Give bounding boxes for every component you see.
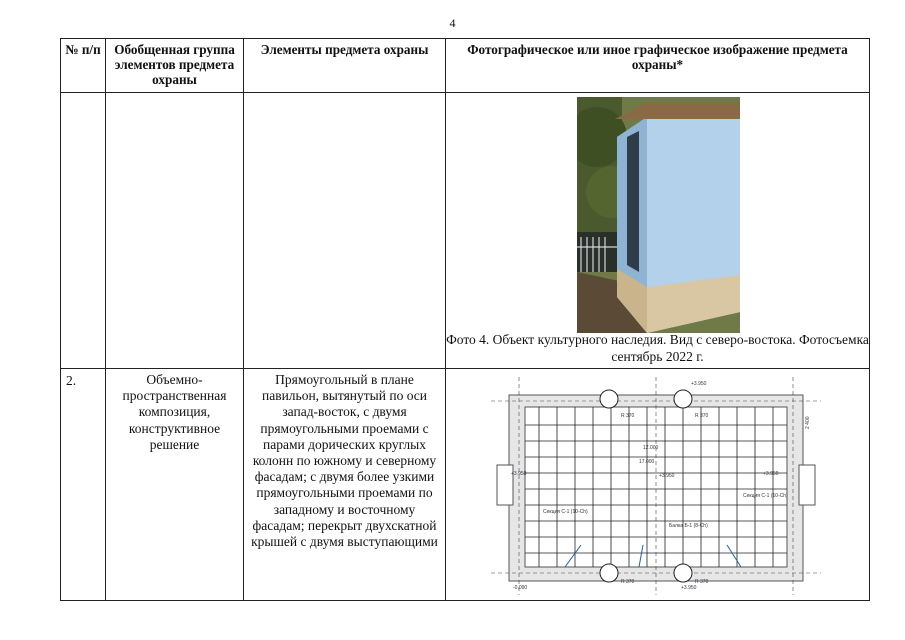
level-left: +3.950 (511, 471, 527, 477)
section-label-left: Секция С-1 (10-Ch) (543, 509, 588, 515)
page-number: 4 (449, 16, 456, 30)
header-elements: Элементы предмета охраны (244, 39, 446, 93)
table-row (61, 93, 870, 369)
section-label-right: Секция С-1 (10-Ch) (743, 493, 788, 499)
protection-table (60, 38, 870, 601)
header-row (61, 39, 870, 93)
level-bottom: +3.950 (681, 585, 697, 591)
pavilion-photo (577, 97, 740, 333)
level-height: 12.000 (643, 445, 659, 451)
header-num: № п/п (61, 39, 106, 93)
level-corner: -0.090 (513, 585, 528, 591)
level-mark: 17.000 (639, 459, 655, 465)
radius-top-left: R 370 (621, 413, 635, 419)
level-right: +3.950 (763, 471, 779, 477)
elements-cell: Прямоугольный в плане павильон, вытянутый по оси запад-восток, с двумя прямоугольными проемами с парами дорических круглых колонн по южному и северному фасадам; с двумя более узкими прямоугольными проемами по западному и восточному фасадам; перекрыт двухскатной крышей с двумя выступающими (244, 369, 446, 601)
radius-bottom-right: R 370 (695, 579, 709, 585)
beam-label: Балка Б-1 (8-Ch) (669, 523, 708, 529)
plan-drawing (491, 377, 821, 595)
level-center: +3.950 (659, 473, 675, 479)
table-row (61, 369, 870, 601)
radius-top-right: R 370 (695, 413, 709, 419)
group-cell: Объемно-пространственная композиция, конструктивное решение (106, 369, 244, 601)
level-top: +3.950 (691, 381, 707, 387)
header-image: Фотографическое или иное графическое изображение предмета охраны* (446, 39, 870, 93)
radius-bottom-left: R 370 (621, 579, 635, 585)
header-group: Обобщенная группа элементов предмета охраны (106, 39, 244, 93)
dimension-label: 2 400 (805, 416, 811, 429)
photo-caption: Фото 4. Объект культурного наследия. Вид с северо-востока. Фотосъемка сентябрь 2022 г. (446, 332, 869, 364)
row-number: 2. (61, 369, 106, 601)
